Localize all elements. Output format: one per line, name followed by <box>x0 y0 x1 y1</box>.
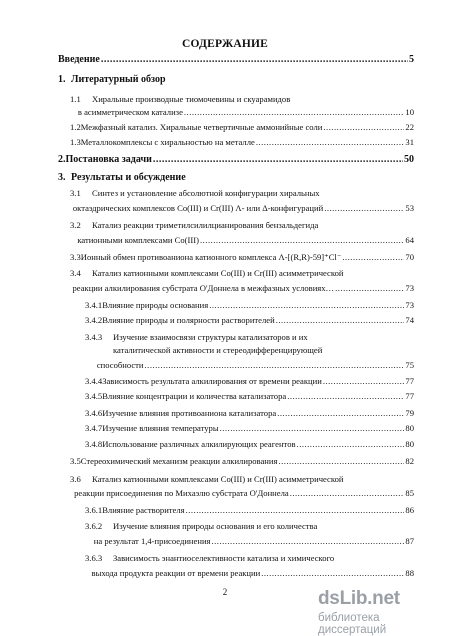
toc-leader-dots <box>101 54 408 65</box>
toc-entry-number: 3.6.3 <box>85 553 103 563</box>
watermark-subtitle: библиотека диссертаций <box>318 612 387 636</box>
toc-entry-title: реакции присоединения по Михаэлю субстрата О'Доннела <box>74 488 289 498</box>
toc-entry-page: 86 <box>405 505 414 515</box>
toc-leader-dots <box>335 283 404 294</box>
toc-entry-number: 1.1 <box>70 94 81 104</box>
toc-leader-dots <box>297 439 405 450</box>
toc-entry <box>58 172 414 183</box>
toc-entry-title: Влияние природы основания <box>102 300 209 310</box>
toc-entry-number: 3.6.2 <box>85 521 103 531</box>
toc-entry-title: Постановка задачи <box>65 154 152 165</box>
toc-entry-number: 3.4.1 <box>85 300 103 310</box>
toc-entry-number: 3.3 <box>70 252 81 262</box>
toc-entry-page: 82 <box>405 456 414 466</box>
toc-entry-number: 3.4.5 <box>85 391 103 401</box>
toc-entry-title: Результаты и обсуждение <box>71 172 186 183</box>
toc-leader-dots <box>323 376 405 387</box>
toc-entry-title: катионными комплексами Co(III) <box>77 235 199 245</box>
toc-entry-title: Катализ катионными комплексами Co(III) и Cr(III) асимметрической <box>92 268 344 278</box>
toc-entry-title: Изучение влияния противоаниона катализатора <box>102 408 277 418</box>
toc-entry <box>85 391 414 402</box>
toc-entry <box>85 568 414 579</box>
toc-entry <box>85 423 414 434</box>
toc-entry <box>70 137 414 148</box>
toc-entry-page: 73 <box>405 283 414 293</box>
toc-entry-number: 3.1 <box>70 188 81 198</box>
toc-entry-page: 5 <box>409 54 414 65</box>
toc-entry <box>85 439 414 450</box>
toc-entry <box>70 235 414 246</box>
toc-entry-page: 85 <box>405 488 414 498</box>
toc-leader-dots <box>261 568 404 579</box>
toc-entry-number: 3.4 <box>70 268 81 278</box>
toc-entry-page: 64 <box>405 235 414 245</box>
toc-entry-page: 73 <box>405 300 414 310</box>
toc-entry-number: 3.4.6 <box>85 408 103 418</box>
toc-entry-title: способности <box>96 360 144 370</box>
toc-leader-dots <box>153 154 403 165</box>
toc-entry-page: 87 <box>405 536 414 546</box>
watermark-logo: dsLib.net <box>318 588 400 609</box>
toc-leader-dots <box>323 122 404 133</box>
toc-entry <box>85 505 414 516</box>
toc-entry-title: Стереохимический механизм реакции алкилирования <box>80 456 278 466</box>
toc-leader-dots <box>276 315 405 326</box>
page-number: 2 <box>222 587 228 597</box>
toc-entry-title: Катализ катионными комплексами Co(III) и Cr(III) асимметрической <box>92 474 344 484</box>
toc-entry-number: 1.3 <box>70 137 81 147</box>
toc-entry-title: Зависимость результата алкилирования от времени реакции <box>102 376 322 386</box>
toc-entry-number: 3.2 <box>70 220 81 230</box>
toc-entry-page: 50 <box>404 154 414 165</box>
toc-entry <box>70 122 414 133</box>
toc-entry-page: 10 <box>405 107 414 117</box>
toc-entry <box>85 376 414 387</box>
toc-entry-title: Влияние природы и полярности растворителей <box>102 315 275 325</box>
toc-entry-title: Катализ реакции триметилсилилцианирования бензальдегида <box>92 220 319 230</box>
toc-leader-dots <box>342 252 404 263</box>
toc-entry-page: 79 <box>405 408 414 418</box>
toc-entry-number: 3.6.1 <box>85 505 103 515</box>
toc-entry <box>70 220 414 231</box>
toc-entry-title: каталитической активности и стереодифференцирующей <box>113 345 323 355</box>
toc-entry-title: Синтез и установление абсолютной конфигурации хиральных <box>92 188 320 198</box>
toc-entry-page: 31 <box>405 137 414 147</box>
toc-leader-dots <box>290 488 405 499</box>
toc-entry-number: 1. <box>58 74 66 85</box>
toc-entry-title: Использование различных алкилирующих реагентов <box>102 439 296 449</box>
toc-entry-title: Литературный обзор <box>71 74 166 85</box>
toc-entry-title: выхода продукта реакции от времени реакции <box>91 568 261 578</box>
toc-leader-dots <box>212 536 405 547</box>
toc-entry-page: 80 <box>405 439 414 449</box>
toc-entry-title: Влияние концентрации и количества катализатора <box>102 391 287 401</box>
toc-entry-page: 75 <box>405 360 414 370</box>
toc-leader-dots <box>209 300 404 311</box>
toc-entry <box>58 74 414 85</box>
toc-entry <box>70 283 414 294</box>
toc-leader-dots <box>277 408 404 419</box>
toc-entry-title: в асимметрическом катализе <box>77 107 183 117</box>
toc-entry-page: 70 <box>405 252 414 262</box>
toc-entry-title: Зависимость энантиоселективности катализа и химического <box>113 553 335 563</box>
toc-entry-title: Металлокомплексы с хиральностью на металле <box>80 137 255 147</box>
toc-entry-number: 3. <box>58 172 66 183</box>
toc-entry <box>70 252 414 263</box>
toc-entry-number: 1.2 <box>70 122 81 132</box>
toc-entry-page: 88 <box>405 568 414 578</box>
toc-leader-dots <box>287 391 404 402</box>
toc-entry-title: Изучение влияния природы основания и его количества <box>113 521 318 531</box>
toc-entry-title: Межфазный катализ. Хиральные четвертичные аммонийные соли <box>80 122 323 132</box>
toc-entry <box>85 315 414 326</box>
toc-entry <box>85 536 414 547</box>
toc-entry-page: 53 <box>405 203 414 213</box>
toc-leader-dots <box>278 456 404 467</box>
toc-entry <box>70 268 414 279</box>
toc-entry <box>85 521 414 532</box>
toc-entry-number: 2. <box>58 154 66 165</box>
toc-entry <box>70 94 414 105</box>
toc-leader-dots <box>220 423 405 434</box>
toc-entry <box>85 332 414 343</box>
toc-leader-dots <box>256 137 405 148</box>
toc-entry-number: 3.6 <box>70 474 81 484</box>
toc-entry <box>85 360 414 371</box>
toc-leader-dots <box>324 203 404 214</box>
toc-leader-dots <box>200 235 404 246</box>
toc-entry-title: Изучение влияния температуры <box>102 423 219 433</box>
toc-leader-dots <box>145 360 405 371</box>
watermark <box>318 588 446 636</box>
toc-entry-title: Ионный обмен противоаниона катионного комплекса Λ-[(R,R)-59]⁺Cl⁻ <box>80 252 342 262</box>
toc-entry-number: 3.4.4 <box>85 376 103 386</box>
toc-entry-page: 80 <box>405 423 414 433</box>
toc-entry-title: Влияние растворителя <box>102 505 185 515</box>
toc-entry-number: 3.4.7 <box>85 423 103 433</box>
toc-leader-dots <box>186 505 405 516</box>
toc-entry-title: Изучение взаимосвязи структуры катализаторов и их <box>113 332 308 342</box>
toc-entry-page: 77 <box>405 391 414 401</box>
toc-entry <box>70 203 414 214</box>
toc-entry-title: октаэдрических комплексов Co(III) и Cr(III) Λ- или Δ-конфигураций <box>72 203 324 213</box>
toc-entry-page: 22 <box>405 122 414 132</box>
toc-entry <box>58 154 414 165</box>
page-title: СОДЕРЖАНИЕ <box>181 38 269 50</box>
toc-entry-page: 77 <box>405 376 414 386</box>
toc-entry <box>70 107 414 118</box>
toc-entry <box>85 408 414 419</box>
toc-entry-number: 3.4.8 <box>85 439 103 449</box>
toc-entry <box>70 488 414 499</box>
toc-entry-number: 3.4.3 <box>85 332 103 342</box>
toc-entry <box>58 54 414 65</box>
toc-entry-title: на результат 1,4-присоединения <box>93 536 211 546</box>
toc-entry <box>70 456 414 467</box>
toc-entry <box>70 474 414 485</box>
toc-entry <box>85 345 414 356</box>
toc-entry <box>85 553 414 564</box>
toc-entry-number: 3.5 <box>70 456 81 466</box>
toc-leader-dots <box>184 107 405 118</box>
toc-entry-number: 3.4.2 <box>85 315 103 325</box>
toc-entry <box>85 300 414 311</box>
toc-entry-page: 74 <box>405 315 414 325</box>
toc-entry-title: Введение <box>58 54 100 65</box>
toc-entry <box>70 188 414 199</box>
toc-entry-title: Хиральные производные тиомочевины и скуарамидов <box>92 94 291 104</box>
toc-entry-title: реакции алкилирования субстрата О'Доннела в межфазных условиях… <box>72 283 335 293</box>
